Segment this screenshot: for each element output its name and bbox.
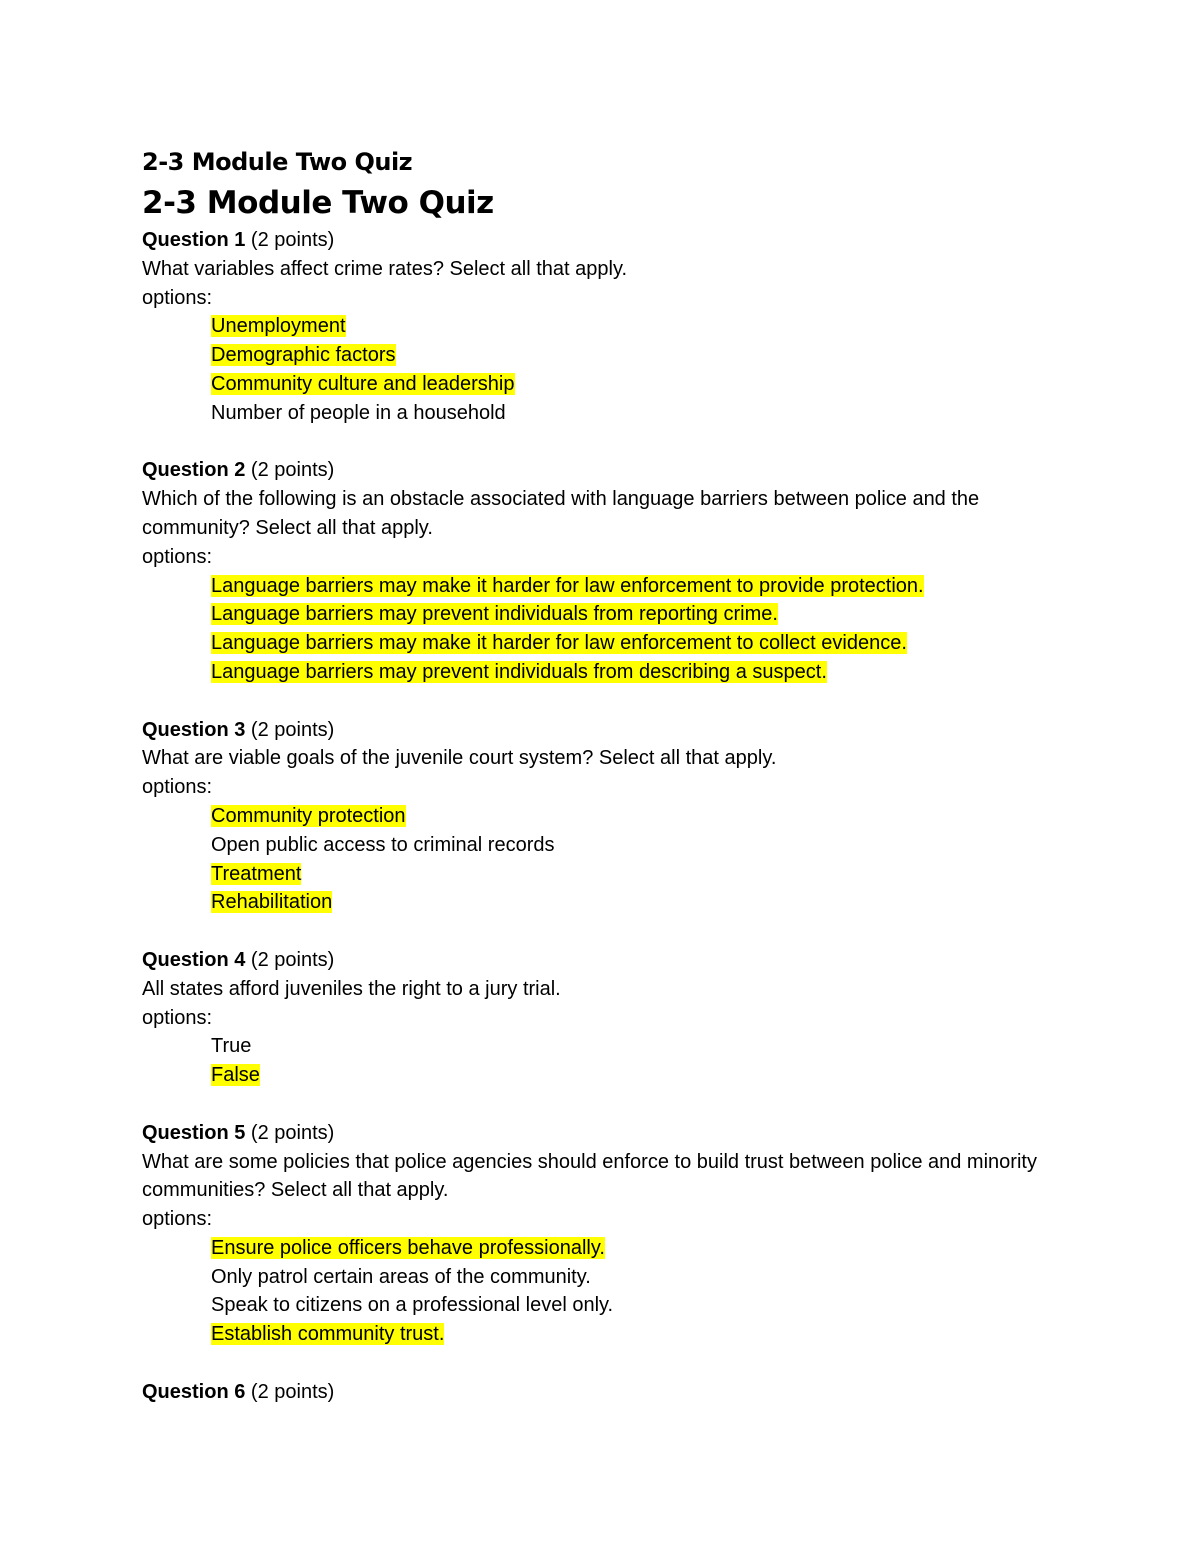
question-block xyxy=(142,226,1072,428)
option-text-highlighted: Demographic factors xyxy=(211,344,396,367)
option-text-highlighted: Community protection xyxy=(211,804,406,827)
option-item xyxy=(211,1263,1072,1292)
option-text-highlighted: Establish community trust. xyxy=(211,1323,445,1346)
option-item xyxy=(211,572,1072,601)
question-label: Question 2 xyxy=(142,459,246,482)
option-text-highlighted: False xyxy=(211,1064,260,1087)
option-text-highlighted: Unemployment xyxy=(211,315,346,338)
question-block xyxy=(142,1378,1072,1407)
options-label: options: xyxy=(142,286,213,309)
option-list xyxy=(142,802,1072,917)
question-list xyxy=(142,226,1072,1407)
question-text: All states afford juveniles the right to a jury trial. xyxy=(142,977,561,1000)
option-list xyxy=(142,572,1072,687)
question-header xyxy=(142,946,1072,975)
question-block xyxy=(142,716,1072,918)
question-text: Which of the following is an obstacle associated with language barriers between police and the community? Select all that apply. xyxy=(142,488,980,539)
option-list xyxy=(142,1032,1072,1090)
question-points: (2 points) xyxy=(250,1121,335,1144)
option-item xyxy=(211,399,1072,428)
question-label: Question 5 xyxy=(142,1121,246,1144)
question-points: (2 points) xyxy=(250,459,335,482)
option-text-highlighted: Treatment xyxy=(211,862,302,885)
options-label: options: xyxy=(142,776,213,799)
question-points: (2 points) xyxy=(250,718,335,741)
option-text: Only patrol certain areas of the community. xyxy=(211,1265,591,1288)
option-text: True xyxy=(211,1035,252,1058)
question-label: Question 3 xyxy=(142,718,246,741)
option-text-highlighted: Language barriers may prevent individuals from describing a suspect. xyxy=(211,660,827,683)
question-text: What are viable goals of the juvenile court system? Select all that apply. xyxy=(142,747,777,770)
option-item xyxy=(211,629,1072,658)
option-list xyxy=(142,1234,1072,1349)
document-heading: 2-3 Module Two Quiz xyxy=(142,185,494,221)
option-item xyxy=(211,341,1072,370)
question-points: (2 points) xyxy=(250,948,335,971)
option-text: Number of people in a household xyxy=(211,401,506,424)
options-label: options: xyxy=(142,545,213,568)
question-header xyxy=(142,716,1072,745)
question-label: Question 4 xyxy=(142,948,246,971)
option-item xyxy=(211,312,1072,341)
options-label: options: xyxy=(142,1006,213,1029)
option-item xyxy=(211,1234,1072,1263)
question-header xyxy=(142,1378,1072,1407)
option-item xyxy=(211,1061,1072,1090)
option-item xyxy=(211,600,1072,629)
option-list xyxy=(142,312,1072,427)
option-item xyxy=(211,831,1072,860)
question-block xyxy=(142,1119,1072,1349)
option-item xyxy=(211,888,1072,917)
option-item xyxy=(211,860,1072,889)
question-header xyxy=(142,456,1072,485)
question-text: What variables affect crime rates? Select all that apply. xyxy=(142,257,628,280)
question-label: Question 6 xyxy=(142,1380,246,1403)
option-text-highlighted: Language barriers may prevent individuals from reporting crime. xyxy=(211,603,778,626)
question-text: What are some policies that police agencies should enforce to build trust between police and minority communities? Select all that apply. xyxy=(142,1150,1037,1202)
option-text-highlighted: Ensure police officers behave professionally. xyxy=(211,1236,605,1259)
document-page xyxy=(142,144,1072,1435)
question-block xyxy=(142,456,1072,686)
option-item xyxy=(211,1032,1072,1061)
question-block xyxy=(142,946,1072,1090)
document-title: 2-3 Module Two Quiz xyxy=(142,148,413,176)
options-label: options: xyxy=(142,1208,213,1231)
option-text: Speak to citizens on a professional level only. xyxy=(211,1294,614,1317)
option-text-highlighted: Language barriers may make it harder for law enforcement to provide protection. xyxy=(211,574,924,597)
option-text-highlighted: Language barriers may make it harder for law enforcement to collect evidence. xyxy=(211,632,907,655)
question-header xyxy=(142,1119,1072,1148)
option-item xyxy=(211,1320,1072,1349)
question-header xyxy=(142,226,1072,255)
option-text: Open public access to criminal records xyxy=(211,833,555,856)
question-points: (2 points) xyxy=(250,1380,335,1403)
option-item xyxy=(211,370,1072,399)
option-text-highlighted: Community culture and leadership xyxy=(211,372,515,395)
option-text-highlighted: Rehabilitation xyxy=(211,891,333,914)
option-item xyxy=(211,802,1072,831)
question-points: (2 points) xyxy=(250,229,335,251)
option-item xyxy=(211,658,1072,687)
question-label: Question 1 xyxy=(142,229,246,251)
option-item xyxy=(211,1291,1072,1320)
